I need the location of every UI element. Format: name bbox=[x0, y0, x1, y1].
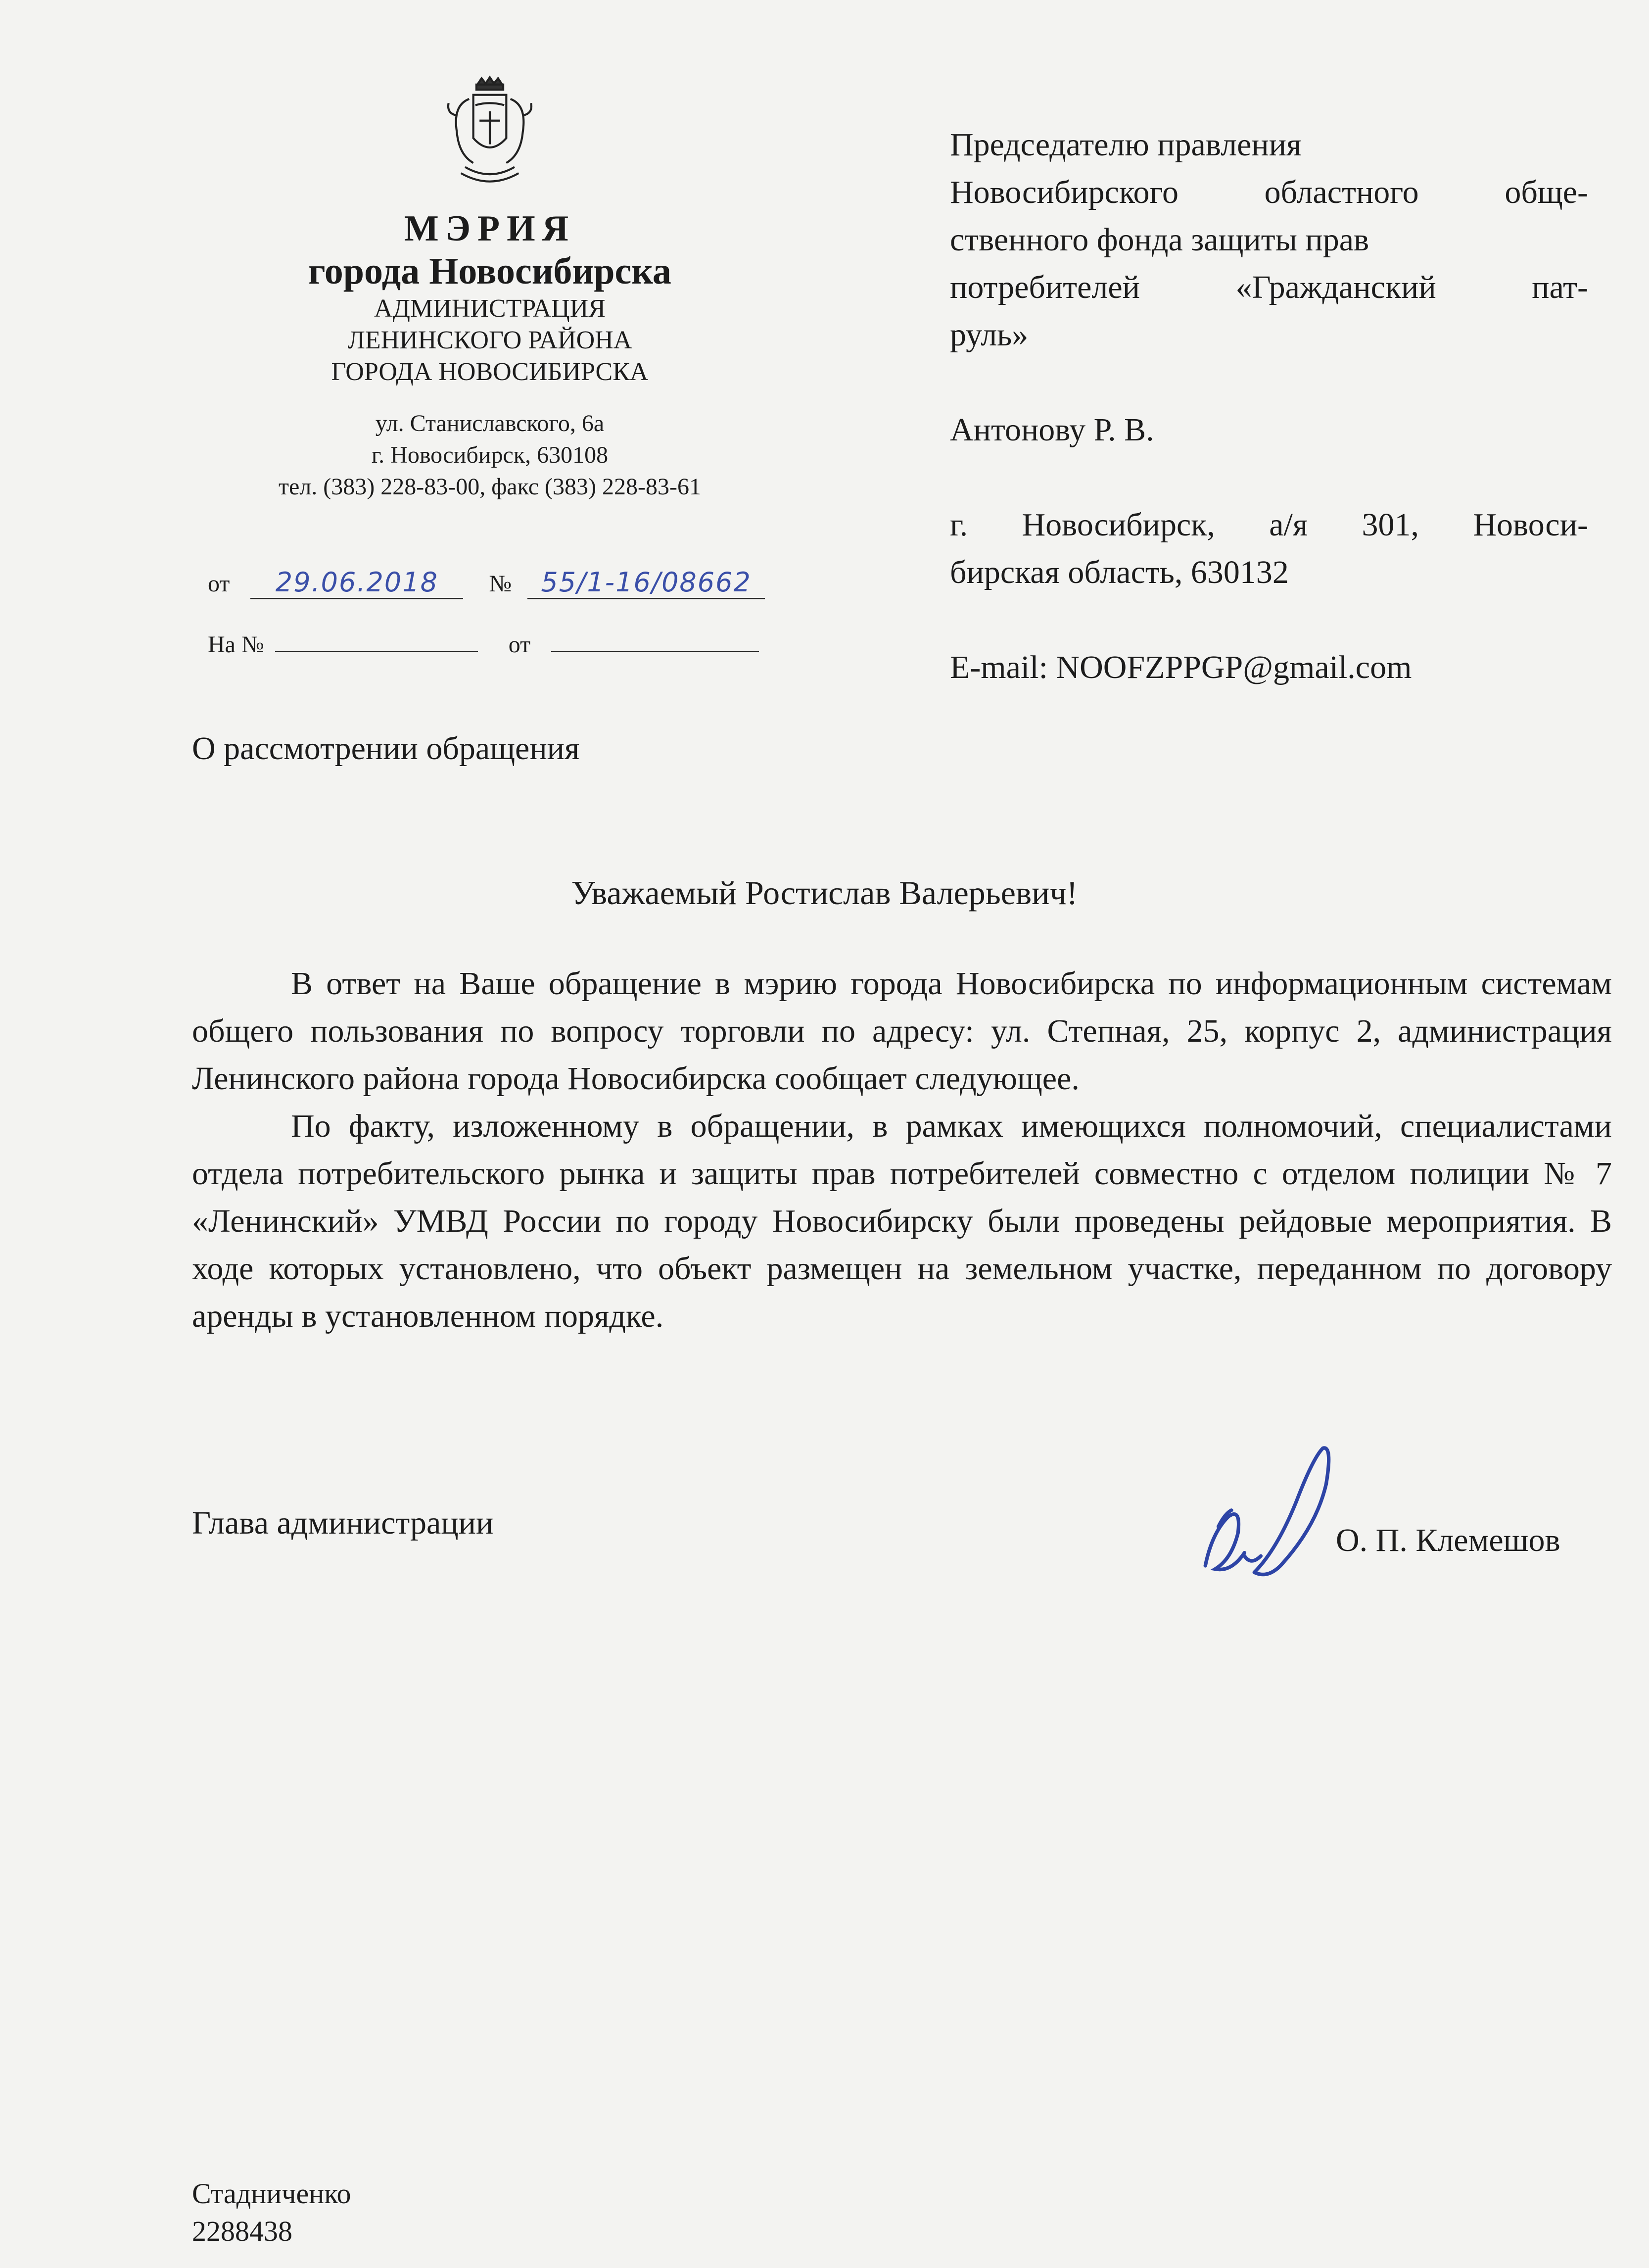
letterhead bbox=[188, 74, 792, 503]
addressee-line: Новосибирского областного обще- bbox=[950, 174, 1588, 210]
signatory-title: Глава администрации bbox=[192, 1505, 494, 1541]
reply-date-label: от bbox=[508, 631, 531, 658]
addressee-postal: бирская область, 630132 bbox=[950, 554, 1289, 590]
letterhead-address bbox=[188, 408, 792, 503]
reply-number-field bbox=[275, 626, 478, 652]
date-value: 29.06.2018 bbox=[275, 567, 438, 598]
letterhead-dept-line: АДМИНИСТРАЦИЯ bbox=[374, 294, 606, 323]
addressee-line: руль» bbox=[950, 317, 1029, 353]
handwritten-signature-icon bbox=[1182, 1435, 1346, 1598]
outgoing-reference bbox=[208, 567, 765, 599]
addressee-line: Председателю правления bbox=[950, 127, 1302, 163]
date-label: от bbox=[208, 571, 230, 597]
number-field bbox=[527, 567, 765, 599]
body-paragraph: В ответ на Ваше обращение в мэрию города Новосибирска по информационным системам общего пользования по вопросу торговли по адресу: ул. Степная, 25, корпус 2, администрация Ленинского района города Новосибирска сообщает следующее. bbox=[192, 965, 1612, 1097]
signatory-name: О. П. Клемешов bbox=[1336, 1522, 1560, 1558]
letterhead-title: МЭРИЯ bbox=[404, 208, 576, 249]
body-paragraph: По факту, изложенному в обращении, в рамках имеющихся полномочий, специалистами отдела потребительского рынка и защиты прав потребителей совместно с отделом полиции № 7 «Ленинский» УМВД России по городу Новосибирску были проведены рейдовые мероприятия. В ходе которых установлено, что объект размещен на земельном участке, переданном по договору аренды в установленном порядке. bbox=[192, 1108, 1612, 1334]
letter-body bbox=[192, 960, 1612, 1340]
executor-phone: 2288438 bbox=[192, 2215, 292, 2247]
date-field bbox=[250, 567, 463, 599]
address-street: ул. Станиславского, 6а bbox=[375, 410, 605, 436]
letter-subject: О рассмотрении обращения bbox=[192, 730, 580, 767]
addressee-name: Антонову Р. В. bbox=[950, 412, 1154, 448]
reply-number-label: На № bbox=[208, 631, 264, 658]
addressee-line: потребителей «Гражданский пат- bbox=[950, 269, 1588, 305]
address-city: г. Новосибирск, 630108 bbox=[371, 442, 609, 468]
addressee-line: ственного фонда защиты прав bbox=[950, 222, 1369, 258]
letterhead-city: города Новосибирска bbox=[308, 250, 671, 292]
number-label: № bbox=[489, 571, 512, 597]
reply-reference bbox=[208, 626, 759, 658]
letterhead-dept-line: ЛЕНИНСКОГО РАЙОНА bbox=[347, 326, 632, 354]
coat-of-arms-icon bbox=[438, 74, 542, 198]
reply-date-field bbox=[551, 626, 759, 652]
number-value: 55/1-16/08662 bbox=[541, 567, 752, 598]
addressee-postal: г. Новосибирск, а/я 301, Новоси- bbox=[950, 507, 1588, 543]
letter-greeting: Уважаемый Ростислав Валерьевич! bbox=[571, 874, 1078, 912]
addressee-email: E-mail: NOOFZPPGP@gmail.com bbox=[950, 649, 1412, 685]
executor-block bbox=[192, 2175, 351, 2250]
executor-name: Стадниченко bbox=[192, 2177, 351, 2210]
address-phone: тел. (383) 228-83-00, факс (383) 228-83-61 bbox=[279, 474, 701, 500]
addressee-block bbox=[950, 121, 1588, 691]
letterhead-dept-line: ГОРОДА НОВОСИБИРСКА bbox=[331, 358, 649, 386]
